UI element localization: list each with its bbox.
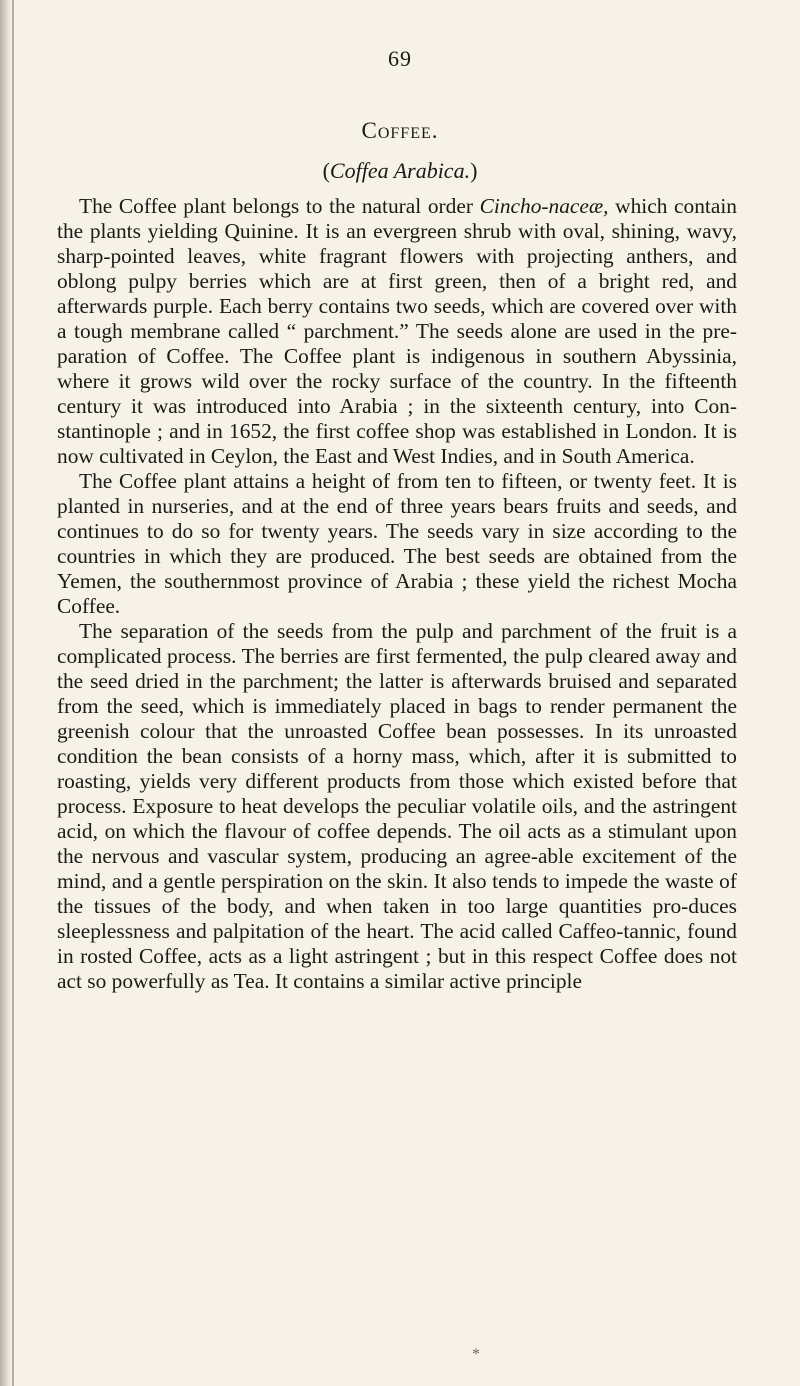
subtitle-latin-name: Coffea Arabica.: [329, 158, 471, 183]
paragraph-1: [57, 194, 737, 469]
paragraph-2: The Coffee plant attains a height of from ten to fifteen, or twenty feet. It is planted in nurseries, and at the end of three years bears fruits and seeds, and continues to do so for twenty years. The seeds vary in size according to the countries in which they are produced. The best seeds are obtained from the Yemen, the southernmost province of Arabia ; these yield the richest Mocha Coffee.: [57, 469, 737, 618]
bottom-printer-mark: *: [472, 1346, 480, 1363]
body-text: [57, 194, 737, 994]
page-title: Coffee.: [361, 118, 439, 143]
paragraph-1-italic-term: Cincho-naceæ,: [479, 194, 609, 218]
subtitle-close-paren: ): [470, 158, 478, 183]
binding-edge-line: [12, 0, 14, 1386]
page-subtitle: [0, 158, 800, 184]
paragraph-3: The separation of the seeds from the pulp and parchment of the fruit is a complicated process. The berries are first fermented, the pulp cleared away and the seed dried in the parchment; the latter is afterwards bruised and separated from the seed, which is immediately placed in bags to render permanent the greenish colour that the unroasted Coffee bean possesses. In its unroasted condition the bean consists of a horny mass, which, after it is submitted to roasting, yields very different products from those which existed before that process. Exposure to heat develops the peculiar volatile oils, and the astringent acid, on which the flavour of coffee depends. The oil acts as a stimulant upon the nervous and vascular system, producing an agree-able excitement of the mind, and a gentle perspiration on the skin. It also tends to impede the waste of the tissues of the body, and when taken in too large quantities pro-duces sleeplessness and palpitation of the heart. The acid called Caffeo-tannic, found in rosted Coffee, acts as a light astringent ; but in this respect Coffee does not act so powerfully as Tea. It contains a similar active principle: [57, 619, 737, 993]
paragraph-1-rest: which contain the plants yielding Quinine. It is an evergreen shrub with oval, shining, wavy, sharp-pointed leaves, white fragrant flowers with projecting anthers, and oblong pulpy berries which are at first green, then of a bright red, and afterwards purple. Each berry contains two seeds, which are covered over with a tough membrane called “ parchment.” The seeds alone are used in the pre-paration of Coffee. The Coffee plant is indigenous in southern Abyssinia, where it grows wild over the rocky surface of the country. In the fifteenth century it was introduced into Arabia ; in the sixteenth century, into Con-stantinople ; and in 1652, the first coffee shop was established in London. It is now cultivated in Ceylon, the East and West Indies, and in South America.: [57, 194, 737, 468]
page-number: 69: [388, 46, 412, 71]
subtitle-open-paren: (: [322, 158, 330, 183]
paragraph-1-start: The Coffee plant belongs to the natural order: [79, 194, 480, 218]
binding-shadow: [0, 0, 12, 1386]
